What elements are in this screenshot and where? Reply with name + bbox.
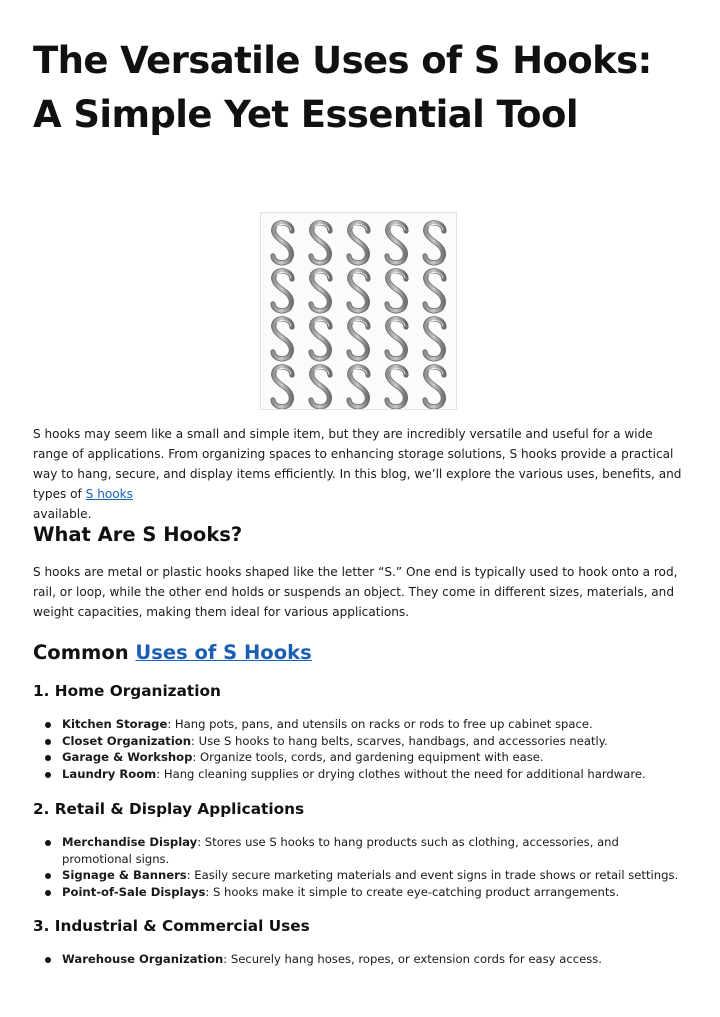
list-item-term: Closet Organization bbox=[62, 733, 192, 748]
list-item bbox=[33, 733, 688, 750]
list-item-desc: : Use S hooks to hang belts, scarves, handbags, and accessories neatly. bbox=[191, 733, 608, 748]
list-item bbox=[33, 766, 688, 783]
page-title: The Versatile Uses of S Hooks: A Simple Yet Essential Tool bbox=[33, 39, 652, 136]
heading-home-organization: 1. Home Organization bbox=[33, 682, 221, 700]
heading-retail-display: 2. Retail & Display Applications bbox=[33, 800, 305, 818]
s-hook-icon bbox=[425, 319, 444, 359]
s-hooks-link[interactable]: S hooks bbox=[85, 487, 133, 501]
list-item-term: Merchandise Display bbox=[62, 835, 198, 849]
s-hook-icon bbox=[425, 271, 444, 311]
s-hooks-illustration bbox=[261, 213, 456, 409]
s-hook-icon bbox=[425, 223, 444, 263]
intro-text: S hooks may seem like a small and simple item, but they are incredibly versatile and useful for a wide range of applications. From organizing spaces to enhancing storage solutions, S hooks provide a practical way to hang, secure, and display items efficiently. In this blog, we’ll explore the various uses, benefits, and types of bbox=[33, 427, 682, 501]
list-item-term: Warehouse Organization bbox=[62, 952, 224, 966]
industrial-list bbox=[33, 951, 688, 968]
s-hooks-grid-image bbox=[260, 212, 457, 410]
s-hook-icon bbox=[349, 319, 368, 359]
list-item bbox=[33, 951, 688, 968]
list-item-desc: : Hang pots, pans, and utensils on racks or rods to free up cabinet space. bbox=[167, 717, 593, 731]
s-hook-icon bbox=[311, 319, 330, 359]
heading-common-prefix: Common bbox=[33, 641, 136, 664]
s-hook-icon bbox=[349, 223, 368, 263]
list-item-desc: : Hang cleaning supplies or drying clothes without the need for additional hardware. bbox=[156, 766, 646, 781]
s-hook-icon bbox=[311, 367, 330, 407]
s-hook-icon bbox=[273, 223, 292, 263]
intro-text-end: available. bbox=[33, 507, 92, 521]
list-item bbox=[33, 867, 688, 884]
list-item-term: Laundry Room bbox=[62, 766, 157, 781]
list-item-term: Kitchen Storage bbox=[62, 717, 168, 731]
list-item-desc: : Organize tools, cords, and gardening equipment with ease. bbox=[192, 750, 544, 764]
list-item-desc: : Stores use S hooks to hang products such as clothing, accessories, and promotional signs. bbox=[62, 835, 619, 866]
s-hook-icon bbox=[311, 271, 330, 311]
s-hook-icon bbox=[387, 367, 406, 407]
list-item bbox=[33, 716, 688, 733]
heading-what-are-s-hooks: What Are S Hooks? bbox=[33, 523, 243, 546]
s-hook-icon bbox=[273, 319, 292, 359]
list-item-term: Signage & Banners bbox=[62, 868, 187, 882]
heading-industrial-commercial: 3. Industrial & Commercial Uses bbox=[33, 917, 310, 935]
s-hook-icon bbox=[425, 367, 444, 407]
retail-list bbox=[33, 834, 688, 900]
list-item bbox=[33, 749, 688, 766]
heading-common-uses bbox=[33, 640, 312, 666]
list-item bbox=[33, 884, 688, 901]
what-paragraph: S hooks are metal or plastic hooks shaped like the letter “S.” One end is typically used to hook onto a rod, rail, or loop, while the other end holds or suspends an object. They come in different sizes, materials, and weight capacities, making them ideal for various applications. bbox=[33, 565, 678, 619]
home-list bbox=[33, 716, 688, 782]
list-item-term: Garage & Workshop bbox=[62, 750, 193, 764]
list-item-term: Point-of-Sale Displays bbox=[62, 884, 206, 899]
s-hook-icon bbox=[311, 223, 330, 263]
s-hook-icon bbox=[387, 271, 406, 311]
s-hook-icon bbox=[387, 319, 406, 359]
list-item-desc: : Easily secure marketing materials and event signs in trade shows or retail settings. bbox=[186, 868, 679, 882]
intro-paragraph bbox=[33, 424, 688, 524]
list-item-desc: : S hooks make it simple to create eye-catching product arrangements. bbox=[205, 884, 620, 899]
s-hook-icon bbox=[273, 367, 292, 407]
s-hook-icon bbox=[387, 223, 406, 263]
s-hook-icon bbox=[273, 271, 292, 311]
s-hook-icon bbox=[349, 367, 368, 407]
list-item bbox=[33, 834, 688, 867]
list-item-desc: : Securely hang hoses, ropes, or extension cords for easy access. bbox=[223, 952, 602, 966]
s-hook-icon bbox=[349, 271, 368, 311]
uses-of-s-hooks-link[interactable]: Uses of S Hooks bbox=[135, 641, 312, 664]
